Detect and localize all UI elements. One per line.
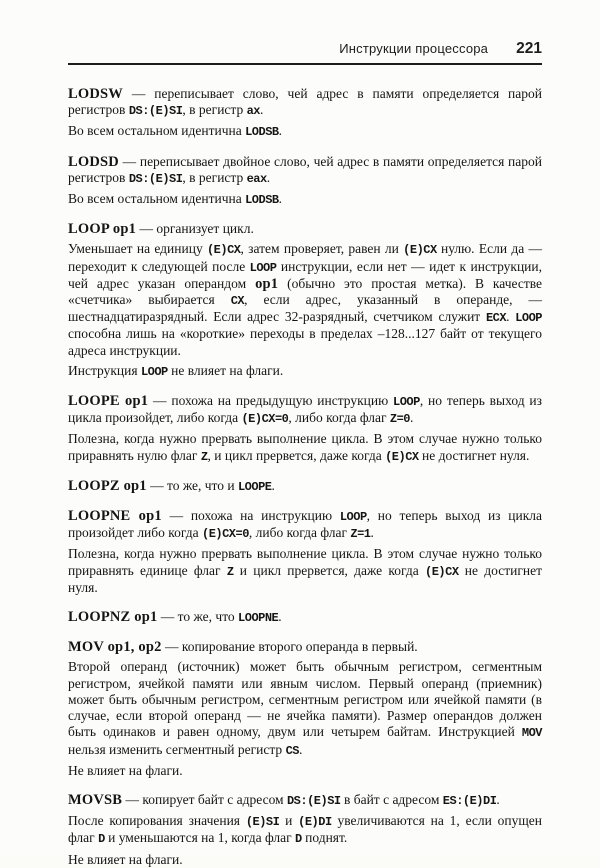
text-run: Уменьшает на единицу [68, 241, 207, 257]
text-run: — организует цикл. [136, 221, 254, 237]
code-token: D [295, 832, 302, 847]
text-run: способна лишь на «короткие» переходы в пределах –128...127 байт от текущего адреса инструкции. [68, 326, 542, 358]
code-token: LOOP [249, 260, 277, 275]
code-token: DS:(E)SI [128, 171, 183, 186]
text-run: Инструкция [68, 362, 141, 378]
text-run: инструкции, если нет — идет к инструкции, чей адрес указан операндом [68, 258, 542, 291]
text-run: . [496, 791, 500, 807]
text-run: . [298, 741, 303, 757]
text-run: Полезна, когда нужно прервать выполнение цикла. В этом случае нужно только приравнять единице флаг [68, 546, 542, 578]
text-run: Во всем остальном идентична [68, 191, 246, 207]
text-run: нельзя изменить сегментный регистр [68, 741, 286, 757]
paragraph [68, 191, 542, 208]
code-token: CS [285, 743, 299, 758]
code-token: (E)DI [298, 815, 332, 830]
text-run: , в регистр [182, 169, 247, 185]
text-run: не влияет на флаги. [167, 362, 284, 378]
code-token: LOOPE [237, 479, 272, 494]
text-run: . [260, 102, 264, 118]
instruction-entry-movsb [68, 792, 542, 868]
code-token: ax [246, 104, 261, 119]
code-token: LODSB [245, 125, 279, 140]
text-run: , если адрес, указанный в операнде, — шестнадцатиразрядный. Если адрес 32-разрядный, счетчиком служит [68, 292, 543, 325]
instruction-entry-loope [68, 393, 542, 465]
text-run: . [278, 123, 282, 139]
paragraph [68, 431, 542, 464]
code-token: Z=0 [389, 412, 410, 427]
entry-lead-paragraph [68, 792, 542, 809]
code-token: LOOP [515, 311, 542, 326]
instruction-entry-loop [68, 221, 542, 380]
text-run: Полезна, когда нужно прервать выполнение цикла. В этом случае нужно только приравнять нулю флаг [68, 431, 542, 463]
instruction-name: LOOPNE op1 [68, 508, 162, 525]
paragraph [68, 763, 542, 779]
paragraph [68, 363, 542, 380]
text-run: и [279, 813, 299, 829]
code-token: LOOP [339, 510, 367, 525]
page-header [68, 40, 542, 65]
entry-lead-paragraph [68, 86, 542, 119]
instruction-name: LOOPNZ op1 [68, 609, 158, 626]
text-run: Во всем остальном идентична [68, 123, 246, 139]
text-run: (обычно это простая метка). В качестве «счетчика» выбирается [68, 275, 543, 308]
instruction-entry-loopne [68, 508, 542, 596]
text-run: , но теперь выход из цикла произойдет либо когда [68, 508, 543, 541]
text-run: и цикл прервется, даже когда [233, 562, 426, 578]
code-token: eax [246, 171, 267, 186]
entry-lead-paragraph [68, 508, 542, 542]
text-run: увеличиваются на 1, если опущен флаг [68, 813, 542, 846]
instruction-entry-mov [68, 639, 542, 779]
entry-lead-paragraph [68, 393, 542, 427]
text-run: Не влияет на флаги. [68, 762, 183, 778]
code-token: D [98, 832, 105, 847]
text-run: Второй операнд (источник) может быть обычным регистром, сегментным регистром, ячейкой памяти или явным числом. Первый операнд (приемник) может быть обычным регистром, сегментным регистром или ячейкой памяти (в случае, если второй операнд — не ячейка памяти). Размер операндов должен быть одинаков и равен одному, двум или четырем байтам. Инструкцией [68, 659, 542, 740]
entry-lead-paragraph [68, 154, 542, 187]
code-token: MOV [521, 726, 542, 741]
code-token: (E)CX=0 [202, 527, 249, 542]
instruction-entry-loopz [68, 478, 542, 495]
code-token: (E)CX [425, 564, 459, 579]
text-run: . [271, 477, 275, 493]
text-run: — похожа на предыдущую инструкцию [148, 393, 394, 409]
instruction-entry-lodsd [68, 154, 542, 209]
paragraph [68, 852, 542, 868]
text-run: — переписывает слово, чей адрес в памяти определяется парой регистров [68, 86, 542, 118]
code-token: DS:(E)SI [286, 793, 341, 808]
paragraph [68, 659, 542, 758]
paragraph [68, 546, 542, 596]
text-run: и уменьшаются на 1, когда флаг [104, 830, 296, 846]
text-run: Не влияет на флаги. [68, 851, 183, 867]
text-run: . [506, 309, 516, 325]
text-run: не достигнет нуля. [68, 562, 542, 595]
text-run: , в регистр [182, 102, 247, 118]
instruction-name: LOOPE op1 [68, 393, 149, 410]
instruction-name: op1 [255, 275, 279, 292]
code-token: (E)CX=0 [241, 412, 289, 427]
instruction-name: LODSW [68, 86, 123, 102]
text-run: . [278, 191, 282, 207]
code-token: Z [200, 449, 208, 464]
code-token: LOOPNE [238, 611, 279, 626]
code-token: ECX [485, 311, 507, 326]
code-token: ES:(E)DI [442, 793, 497, 808]
text-run: поднят. [301, 830, 348, 846]
text-run: — копирует байт с адресом [122, 791, 287, 807]
instruction-name: LOOP op1 [68, 221, 137, 238]
instruction-name: MOV op1, op2 [68, 639, 162, 656]
code-token: (E)SI [245, 815, 280, 830]
instruction-entry-loopnz [68, 609, 542, 626]
code-token: LOOP [393, 395, 420, 410]
text-run: не достигнет нуля. [418, 447, 530, 463]
instruction-name: LOOPZ op1 [68, 477, 147, 494]
text-run: — похожа на инструкцию [161, 508, 340, 524]
text-run: — то же, что и [146, 477, 238, 493]
text-run: — переписывает двойное слово, чей адрес в памяти определяется парой регистров [68, 153, 542, 185]
page-number: 221 [516, 40, 542, 57]
instruction-name: LODSD [68, 153, 119, 170]
text-run: , но теперь выход из цикла произойдет, либо когда [68, 393, 542, 426]
text-run: , и цикл прервется, даже когда [207, 447, 386, 463]
text-run: , либо когда флаг [288, 410, 390, 426]
entry-lead-paragraph [68, 639, 542, 655]
text-run: . [370, 525, 374, 541]
text-run: . [278, 609, 282, 625]
code-token: (E)CX [206, 243, 241, 258]
code-token: Z=1 [350, 527, 371, 542]
running-title: Инструкции процессора [339, 41, 489, 56]
paragraph [68, 123, 542, 140]
text-run: , либо когда флаг [248, 525, 351, 541]
code-token: Z [226, 564, 234, 579]
text-run: — копирование второго операнда в первый. [161, 639, 418, 655]
instruction-name: MOVSB [68, 791, 123, 808]
entry-lead-paragraph [68, 478, 542, 495]
page-content [68, 86, 542, 868]
code-token: DS:(E)SI [128, 104, 183, 119]
entry-lead-paragraph [68, 609, 542, 626]
instruction-entry-lodsw [68, 86, 542, 141]
code-token: LOOP [140, 364, 168, 379]
paragraph [68, 813, 542, 847]
text-run: нулю. Если да — переходит к следующей после [68, 241, 542, 274]
text-run: . [266, 169, 271, 185]
paragraph [68, 241, 542, 358]
code-token: LODSB [245, 193, 279, 208]
code-token: (E)CX [403, 243, 437, 258]
code-token: (E)CX [385, 449, 419, 464]
text-run: . [409, 410, 414, 426]
text-run: — то же, что [157, 609, 239, 625]
code-token: CX [230, 294, 245, 309]
text-run: в байт с адресом [340, 791, 443, 807]
text-run: , затем проверяет, равен ли [240, 241, 404, 257]
text-run: После копирования значения [68, 813, 246, 829]
entry-lead-paragraph [68, 221, 542, 237]
